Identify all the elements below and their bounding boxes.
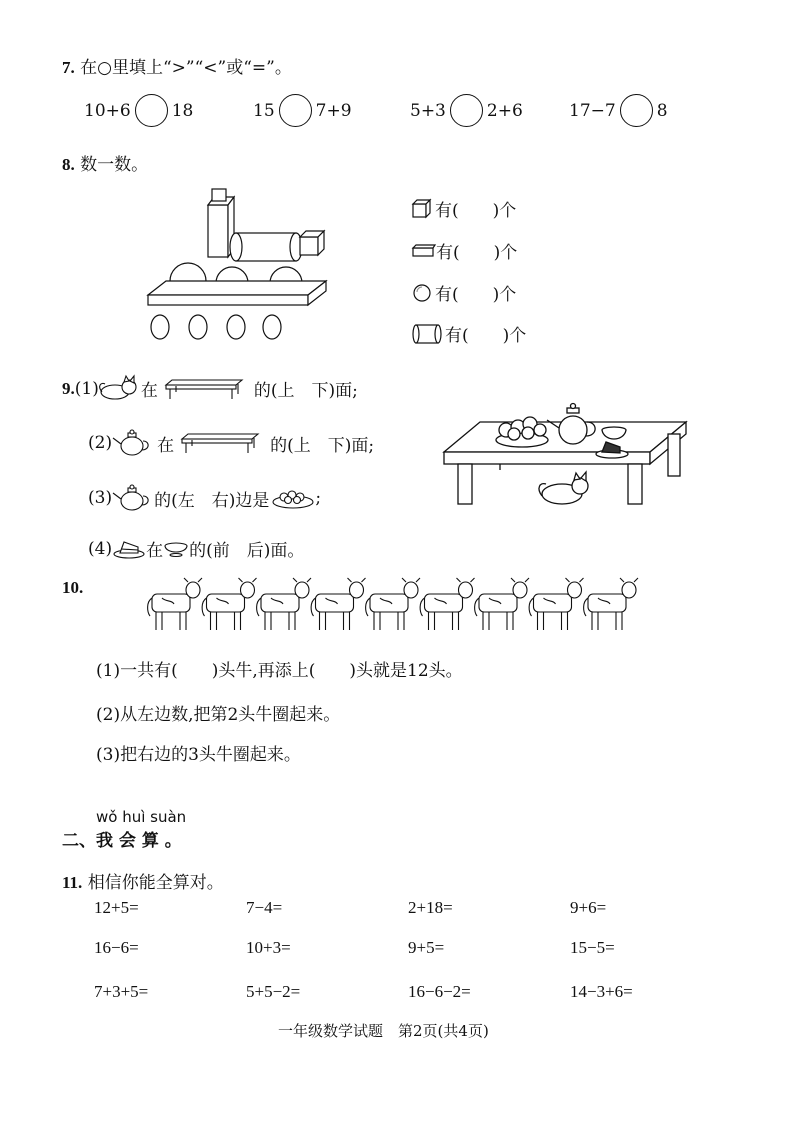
calc-item: 7+3+5= [94,982,149,1001]
q8-title: 数一数。 [80,155,149,175]
q9-end: ; [315,488,322,508]
q7-compare-4 [569,94,668,127]
q7-left-3: 5+3 [410,100,446,121]
q8-row-text: 有( )个 [436,243,518,263]
answer-circle[interactable] [279,94,312,127]
q7-number: 7. [62,58,75,77]
section-title: 二、我 会 算 。 [62,831,182,851]
cat-icon [99,378,139,400]
calc-item: 14−3+6= [570,982,633,1001]
q9-end: 的(上 下)面; [253,381,358,401]
q8-row-text: 有( )个 [435,285,517,305]
q7-left-4: 17−7 [569,100,616,121]
calc-item: 9+6= [570,898,607,917]
calc-item: 12+5= [94,898,139,917]
calc-item: 16−6= [94,938,139,957]
sphere-icon [412,283,432,303]
q8-row-sphere [412,280,516,305]
q7-compare-1 [84,94,193,127]
q10-number: 10. [62,578,84,597]
q11-title: 相信你能全算对。 [87,873,224,893]
cylinder-icon [412,323,442,345]
q7-right-4: 8 [656,100,668,121]
table-icon [164,378,242,400]
q9-line-3 [88,485,321,511]
teapot-icon [112,430,154,456]
calc-item: 9+5= [408,938,445,957]
q9-mid: 的(左 右)边是 [154,490,270,511]
q8-number: 8. [62,155,75,174]
q8-row-cube [412,196,516,221]
q8-row-cylinder [412,321,526,346]
fruit-plate-icon [271,487,315,509]
q10-sub-3: (3)把右边的3头牛圈起来。 [96,745,301,765]
q9-end: 的(上 下)面; [270,435,375,456]
q9-mid: 在 [140,381,158,401]
q10-sub-2: (2)从左边数,把第2头牛圈起来。 [96,705,341,725]
calc-item: 5+5−2= [246,982,301,1001]
q8-row-text: 有( )个 [435,201,517,221]
cow-6[interactable] [420,578,474,630]
q7-right-2: 7+9 [315,100,352,121]
cow-3[interactable] [257,578,311,630]
q9-line-4 [88,536,304,561]
cake-plate-icon [112,539,146,559]
table-scene-figure [440,400,690,510]
cow-5[interactable] [366,578,420,630]
calc-item: 15−5= [570,938,615,957]
answer-circle[interactable] [620,94,653,127]
q7-left-2: 15 [253,100,275,121]
q11-heading [62,868,224,893]
q10-sub-1: (1)一共有( )头牛,再添上( )头就是12头。 [96,661,463,681]
q9-end: 的(前 后)面。 [189,541,305,561]
q7-compare-3 [410,94,523,127]
section-pinyin: wǒ huì suàn [96,808,187,826]
cube-icon [412,199,432,219]
q9-line-2 [88,430,374,456]
q8-heading [62,150,148,175]
cow-2[interactable] [202,578,256,630]
q9-mid: 在 [146,541,164,561]
q9-label: (1) [74,378,99,399]
q11-number: 11. [62,873,83,892]
cuboid-icon [412,244,436,258]
q9-mid: 在 [157,435,175,456]
table-icon [180,432,258,454]
q7-compare-2 [253,94,352,127]
calc-item: 16−6−2= [408,982,471,1001]
teapot-icon [112,485,154,511]
answer-circle[interactable] [450,94,483,127]
page-footer: 一年级数学试题 第2页(共4页) [278,1022,489,1040]
cow-4[interactable] [311,578,365,630]
q9-line-1 [62,376,358,401]
q9-label: (3) [88,488,113,508]
q9-label: (2) [88,433,113,453]
cow-7[interactable] [475,578,529,630]
q7-right-3: 2+6 [486,100,523,121]
calc-item: 2+18= [408,898,453,917]
cow-9[interactable] [584,578,638,630]
calc-item: 10+3= [246,938,291,957]
q9-number: 9. [62,378,75,398]
calc-item: 7−4= [246,898,283,917]
q9-label: (4) [88,538,113,559]
q7-left-1: 10+6 [84,100,131,121]
cow-8[interactable] [529,578,583,630]
cup-icon [163,540,189,558]
cow-1[interactable] [148,578,202,630]
q7-title: 在○里填上“>”“<”或“=”。 [80,58,292,78]
cows-row [148,576,643,634]
q7-heading [62,53,292,78]
q8-row-text: 有( )个 [445,326,527,346]
block-train-figure [140,185,330,345]
q7-right-1: 18 [171,100,194,121]
answer-circle[interactable] [135,94,168,127]
q8-row-cuboid [412,238,517,263]
